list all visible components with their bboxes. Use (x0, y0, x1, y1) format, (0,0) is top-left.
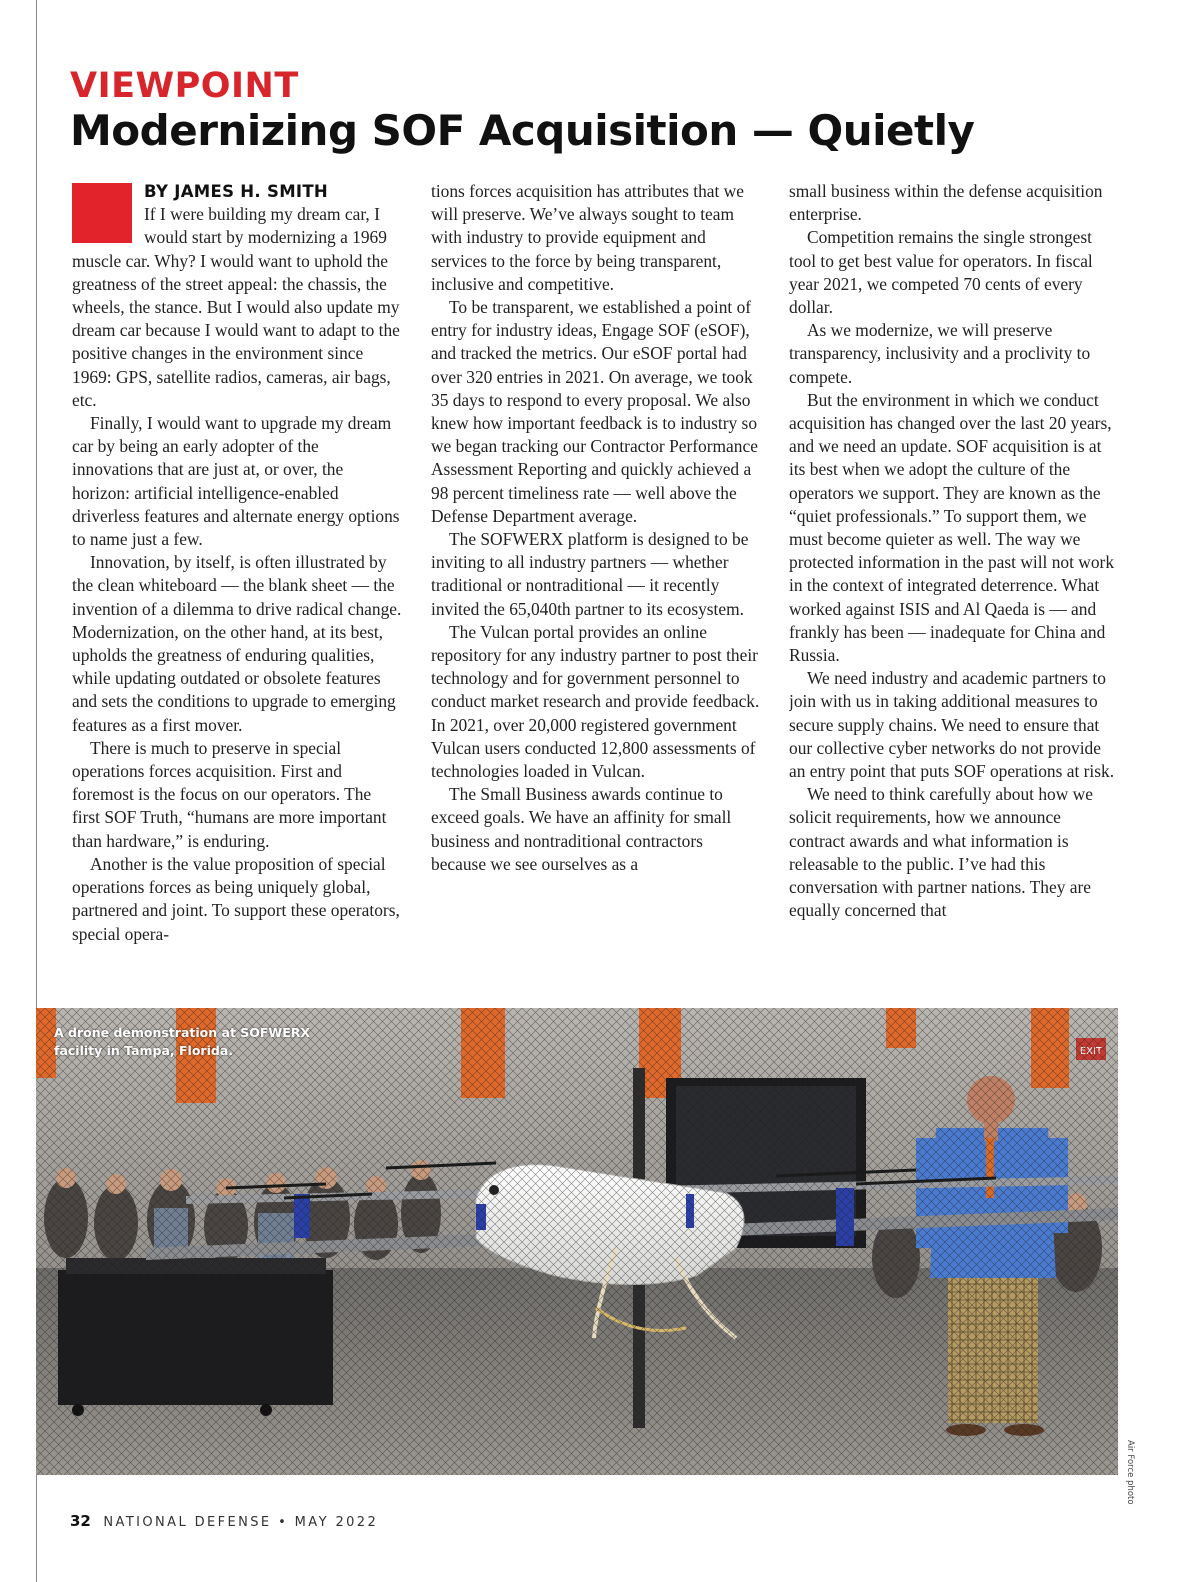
article-title: Modernizing SOF Acquisition — Quietly (70, 106, 975, 155)
paragraph: We need to think carefully about how we solicit requirements, how we announce contract awards and what information is releasable to the public. I’ve had this conversation with partner nations. They are equally concerned that (789, 784, 1093, 921)
publication-line: NATIONAL DEFENSE • MAY 2022 (103, 1515, 379, 1530)
paragraph: If I were building my dream car, I would start by modernizing a 1969 muscle car. Why? I would want to uphold the greatness of the street appeal: the chassis, the wheels, the stance. But I would also update my dream car because I would want to adapt to the positive changes in the environment since 1969: GPS, satellite radios, cameras, air bags, etc. (72, 204, 400, 410)
photo-credit: Air Force photo (1125, 1440, 1135, 1505)
paragraph: Finally, I would want to upgrade my dream car by being an early adopter of the innovations that are just at, or over, the horizon: artificial intelligence-enabled driverless features and alternate energy options to name just a few. (72, 413, 400, 550)
paragraph: Innovation, by itself, is often illustrated by the clean whiteboard — the blank sheet — the invention of a dilemma to drive radical change. Modernization, on the other hand, at its best, upholds the greatness of enduring qualities, while updating outdated or obsolete features and sets the conditions to upgrade to emerging features as a first mover. (72, 552, 402, 735)
paragraph: The Small Business awards continue to exceed goals. We have an affinity for small business and nontraditional contractors because we see ourselves as a (431, 784, 732, 874)
section-kicker: VIEWPOINT (70, 66, 299, 106)
paragraph: Another is the value proposition of special operations forces as being uniquely global, partnered and joint. To support these operators, special opera- (72, 853, 400, 944)
article-column-1 (72, 180, 402, 998)
page-footer (70, 1512, 378, 1530)
paragraph: There is much to preserve in special operations forces acquisition. First and foremost is the focus on our operators. The first SOF Truth, “humans are more important than hardware,” is enduring. (72, 737, 387, 851)
paragraph: But the environment in which we conduct acquisition has changed over the last 20 years, and we need an update. SOF acquisition is at its best when we adopt the culture of the operators we support. They are known as the “quiet professionals.” To support them, we must become quieter as well. The way we protected information in the past will not work in the context of integrated deterrence. What worked against ISIS and Al Qaeda is — and frankly has been — inadequate for China and Russia. (789, 389, 1115, 666)
paragraph: To be transparent, we established a point of entry for industry ideas, Engage SOF (eSOF), and tracked the metrics. Our eSOF portal had over 320 entries in 2021. On average, we took 35 days to respond to every proposal. We also knew how important feedback is to industry so we began tracking our Contractor Performance Assessment Reporting and quickly achieved a 98 percent timeliness rate — well above the Defense Department average. (431, 297, 758, 526)
page-number: 32 (70, 1512, 91, 1530)
paragraph: tions forces acquisition has attributes that we will preserve. We’ve always sought to team with industry to provide equipment and services to the force by being transparent, inclusive and competitive. (431, 181, 744, 294)
photo-caption: A drone demonstration at SOFWERX facility in Tampa, Florida. (54, 1025, 311, 1058)
paragraph: Competition remains the single strongest tool to get best value for operators. In fiscal year 2021, we competed 70 cents of every dollar. (789, 227, 1093, 318)
red-square-icon (72, 183, 132, 243)
paragraph: As we modernize, we will preserve transparency, inclusivity and a proclivity to compete. (789, 320, 1091, 387)
paragraph: The Vulcan portal provides an online repository for any industry partner to post their technology and for government personnel to conduct market research and provide feedback. In 2021, over 20,000 registered government Vulcan users conducted 12,800 assessments of technologies loaded in Vulcan. (431, 621, 760, 782)
article-column-2 (431, 180, 761, 998)
paragraph: We need industry and academic partners to join with us in taking additional measures to secure supply chains. We need to ensure that our collective cyber networks do not provide an entry point that puts SOF operations at risk. (789, 668, 1115, 782)
paragraph: The SOFWERX platform is designed to be inviting to all industry partners — whether traditional or nontraditional — it recently invited the 65,040th partner to its ecosystem. (431, 529, 749, 619)
drone-demonstration-photo (36, 1008, 1118, 1475)
byline: BY JAMES H. SMITH (144, 182, 329, 201)
paragraph: small business within the defense acquisition enterprise. (789, 181, 1103, 225)
article-column-3 (789, 180, 1119, 998)
